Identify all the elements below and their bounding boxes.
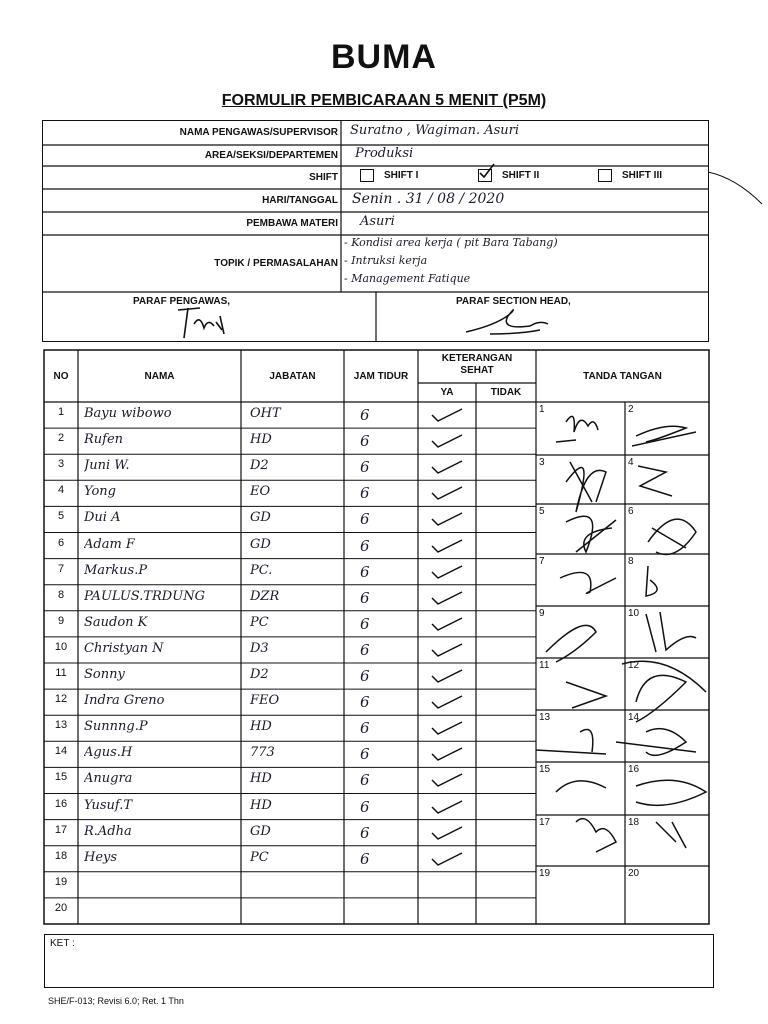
row-name: Saudon K	[84, 614, 148, 630]
supervisor-value: Suratno , Wagiman. Asuri	[350, 123, 520, 138]
row-jam-tidur: 6	[360, 432, 370, 451]
paraf-pengawas-label: PARAF PENGAWAS,	[133, 296, 231, 307]
signature-cell-number: 11	[539, 660, 550, 671]
row-jam-tidur: 6	[360, 640, 370, 659]
row-name: Anugra	[84, 771, 133, 787]
row-jabatan: HD	[250, 432, 272, 448]
row-jam-tidur: 6	[360, 849, 370, 868]
signature-cell-number: 2	[628, 404, 634, 415]
row-jam-tidur: 6	[360, 510, 370, 529]
row-jabatan: PC	[250, 849, 269, 865]
row-jam-tidur: 6	[360, 823, 370, 842]
row-jabatan: OHT	[250, 406, 281, 421]
row-jam-tidur: 6	[360, 745, 370, 764]
healthy-check-icon	[428, 744, 468, 764]
row-name: Rufen	[84, 432, 124, 448]
form-title: FORMULIR PEMBICARAAN 5 MENIT (P5M)	[221, 92, 547, 109]
row-number: 20	[54, 901, 68, 914]
row-name: Adam F	[84, 536, 135, 552]
col-header-jam-tidur: JAM TIDUR	[353, 371, 409, 382]
row-jam-tidur: 6	[360, 693, 370, 712]
row-number: 15	[54, 771, 68, 784]
row-jam-tidur: 6	[360, 484, 370, 503]
healthy-check-icon	[428, 536, 468, 556]
paraf-section-label: PARAF SECTION HEAD,	[456, 296, 571, 307]
shift-1-label: SHIFT I	[384, 170, 419, 182]
signature-cell-number: 15	[539, 764, 551, 775]
date-value: Senin . 31 / 08 / 2020	[352, 191, 505, 207]
signature-cell-number: 19	[539, 868, 551, 879]
row-name: Yusuf.T	[84, 797, 133, 813]
row-number: 11	[55, 667, 67, 679]
row-jabatan: D3	[250, 640, 269, 656]
healthy-check-icon	[428, 718, 468, 738]
row-jabatan: GD	[250, 823, 271, 839]
row-number: 1	[57, 406, 65, 418]
row-jabatan: HD	[250, 797, 272, 813]
row-number: 19	[54, 875, 68, 888]
row-jabatan: D2	[250, 667, 269, 682]
row-name: Christyan N	[84, 640, 164, 656]
row-jam-tidur: 6	[360, 667, 370, 685]
row-number: 7	[57, 562, 65, 575]
form-footer-code: SHE/F-013; Revisi 6.0; Ret. 1 Thn	[48, 996, 184, 1006]
row-jam-tidur: 6	[360, 771, 370, 790]
row-jam-tidur: 6	[360, 588, 370, 607]
healthy-check-icon	[428, 562, 468, 582]
healthy-check-icon	[428, 823, 468, 843]
signature-cell-number: 3	[539, 457, 545, 468]
row-number: 14	[54, 745, 68, 758]
signature-cell-number: 6	[628, 506, 634, 517]
date-label: HARI/TANGGAL	[262, 195, 338, 206]
healthy-check-icon	[428, 692, 468, 712]
healthy-check-icon	[428, 457, 468, 477]
healthy-check-icon	[428, 849, 468, 869]
shift-3-label: SHIFT III	[622, 170, 662, 182]
signature-cell-number: 9	[539, 608, 545, 619]
healthy-check-icon	[428, 666, 468, 686]
row-jabatan: EO	[250, 484, 271, 500]
row-jabatan: PC	[250, 614, 269, 630]
signature-cell-number: 8	[628, 556, 634, 567]
row-number: 6	[57, 536, 65, 549]
presenter-label: PEMBAWA MATERI	[246, 218, 338, 229]
row-jabatan: DZR	[250, 588, 280, 604]
row-number: 3	[57, 458, 65, 471]
row-name: Heys	[84, 849, 118, 865]
row-number: 2	[57, 432, 65, 445]
row-jam-tidur: 6	[360, 536, 370, 555]
row-jabatan: D2	[250, 458, 269, 474]
col-header-jabatan: JABATAN	[269, 371, 316, 382]
row-name: Sonny	[84, 667, 125, 682]
signatures-scribbles	[536, 402, 709, 924]
signature-cell-number: 18	[628, 817, 640, 828]
row-name: Agus.H	[84, 745, 133, 761]
row-number: 5	[57, 510, 65, 523]
row-name: Markus.P	[84, 562, 148, 578]
healthy-check-icon	[428, 588, 468, 608]
ket-label: KET :	[50, 938, 75, 949]
healthy-check-icon	[428, 509, 468, 529]
topic-2: - Intruksi kerja	[344, 254, 428, 267]
row-name: Dui A	[84, 510, 121, 526]
shift-label: SHIFT	[309, 172, 338, 183]
row-jabatan: 773	[250, 745, 275, 761]
row-number: 17	[54, 823, 68, 836]
col-header-nama: NAMA	[144, 371, 175, 382]
healthy-check-icon	[428, 640, 468, 660]
row-jam-tidur: 6	[360, 458, 370, 477]
signature-cell-number: 5	[539, 506, 545, 517]
row-jam-tidur: 6	[360, 562, 370, 581]
row-jabatan: FEO	[250, 693, 280, 709]
signature-cell-number: 4	[628, 457, 634, 468]
healthy-check-icon	[428, 614, 468, 634]
healthy-check-icon	[428, 431, 468, 451]
signature-cell-number: 7	[539, 556, 545, 567]
row-jam-tidur: 6	[360, 719, 370, 738]
signature-cell-number: 13	[539, 712, 551, 723]
col-header-tidak: TIDAK	[490, 387, 522, 398]
row-jam-tidur: 6	[360, 406, 370, 424]
row-name: PAULUS.TRDUNG	[84, 588, 205, 604]
row-jabatan: PC.	[250, 562, 273, 578]
company-logo: BUMA	[331, 38, 437, 76]
row-number: 9	[57, 614, 65, 627]
row-name: Sunnng.P	[84, 719, 148, 735]
row-number: 13	[54, 719, 68, 732]
area-label: AREA/SEKSI/DEPARTEMEN	[204, 150, 338, 161]
row-number: 10	[54, 640, 68, 653]
signature-cell-number: 17	[539, 817, 551, 828]
row-number: 4	[57, 484, 65, 497]
signature-cell-number: 20	[628, 868, 640, 879]
row-name: R.Adha	[84, 823, 132, 839]
row-name: Indra Greno	[84, 693, 165, 709]
row-jabatan: GD	[250, 536, 271, 552]
col-header-tanda-tangan: TANDA TANGAN	[583, 371, 662, 382]
row-jabatan: HD	[250, 771, 272, 787]
healthy-check-icon	[428, 483, 468, 503]
signature-cell-number: 1	[539, 404, 545, 415]
row-name: Bayu wibowo	[84, 406, 172, 421]
row-number: 12	[54, 693, 68, 706]
row-jabatan: GD	[250, 510, 271, 526]
signature-cell-number: 14	[628, 712, 640, 723]
row-name: Juni W.	[84, 458, 130, 474]
col-header-keterangan: KETERANGAN SEHAT	[441, 353, 513, 376]
healthy-check-icon	[428, 405, 468, 425]
row-number: 16	[54, 797, 68, 810]
row-number: 8	[57, 588, 65, 601]
healthy-check-icon	[428, 797, 468, 817]
area-value: Produksi	[355, 146, 414, 161]
row-jam-tidur: 6	[360, 797, 370, 816]
signature-cell-number: 16	[628, 764, 640, 775]
healthy-check-icon	[428, 770, 468, 790]
presenter-value: Asuri	[360, 214, 395, 229]
ket-box	[44, 934, 714, 988]
row-name: Yong	[84, 484, 116, 500]
signature-cell-number: 10	[628, 608, 640, 619]
topic-1: - Kondisi area kerja ( pit Bara Tabang)	[344, 236, 558, 249]
signature-cell-number: 12	[628, 660, 640, 671]
supervisor-label: NAMA PENGAWAS/SUPERVISOR	[179, 127, 338, 138]
topic-3: - Management Fatique	[344, 272, 471, 285]
row-number: 18	[54, 849, 68, 862]
topic-label: TOPIK / PERMASALAHAN	[214, 258, 338, 269]
col-header-no: NO	[53, 371, 69, 382]
col-header-ya: YA	[440, 387, 454, 398]
row-jam-tidur: 6	[360, 614, 370, 633]
row-jabatan: HD	[250, 719, 272, 735]
shift-2-label: SHIFT II	[502, 170, 540, 182]
